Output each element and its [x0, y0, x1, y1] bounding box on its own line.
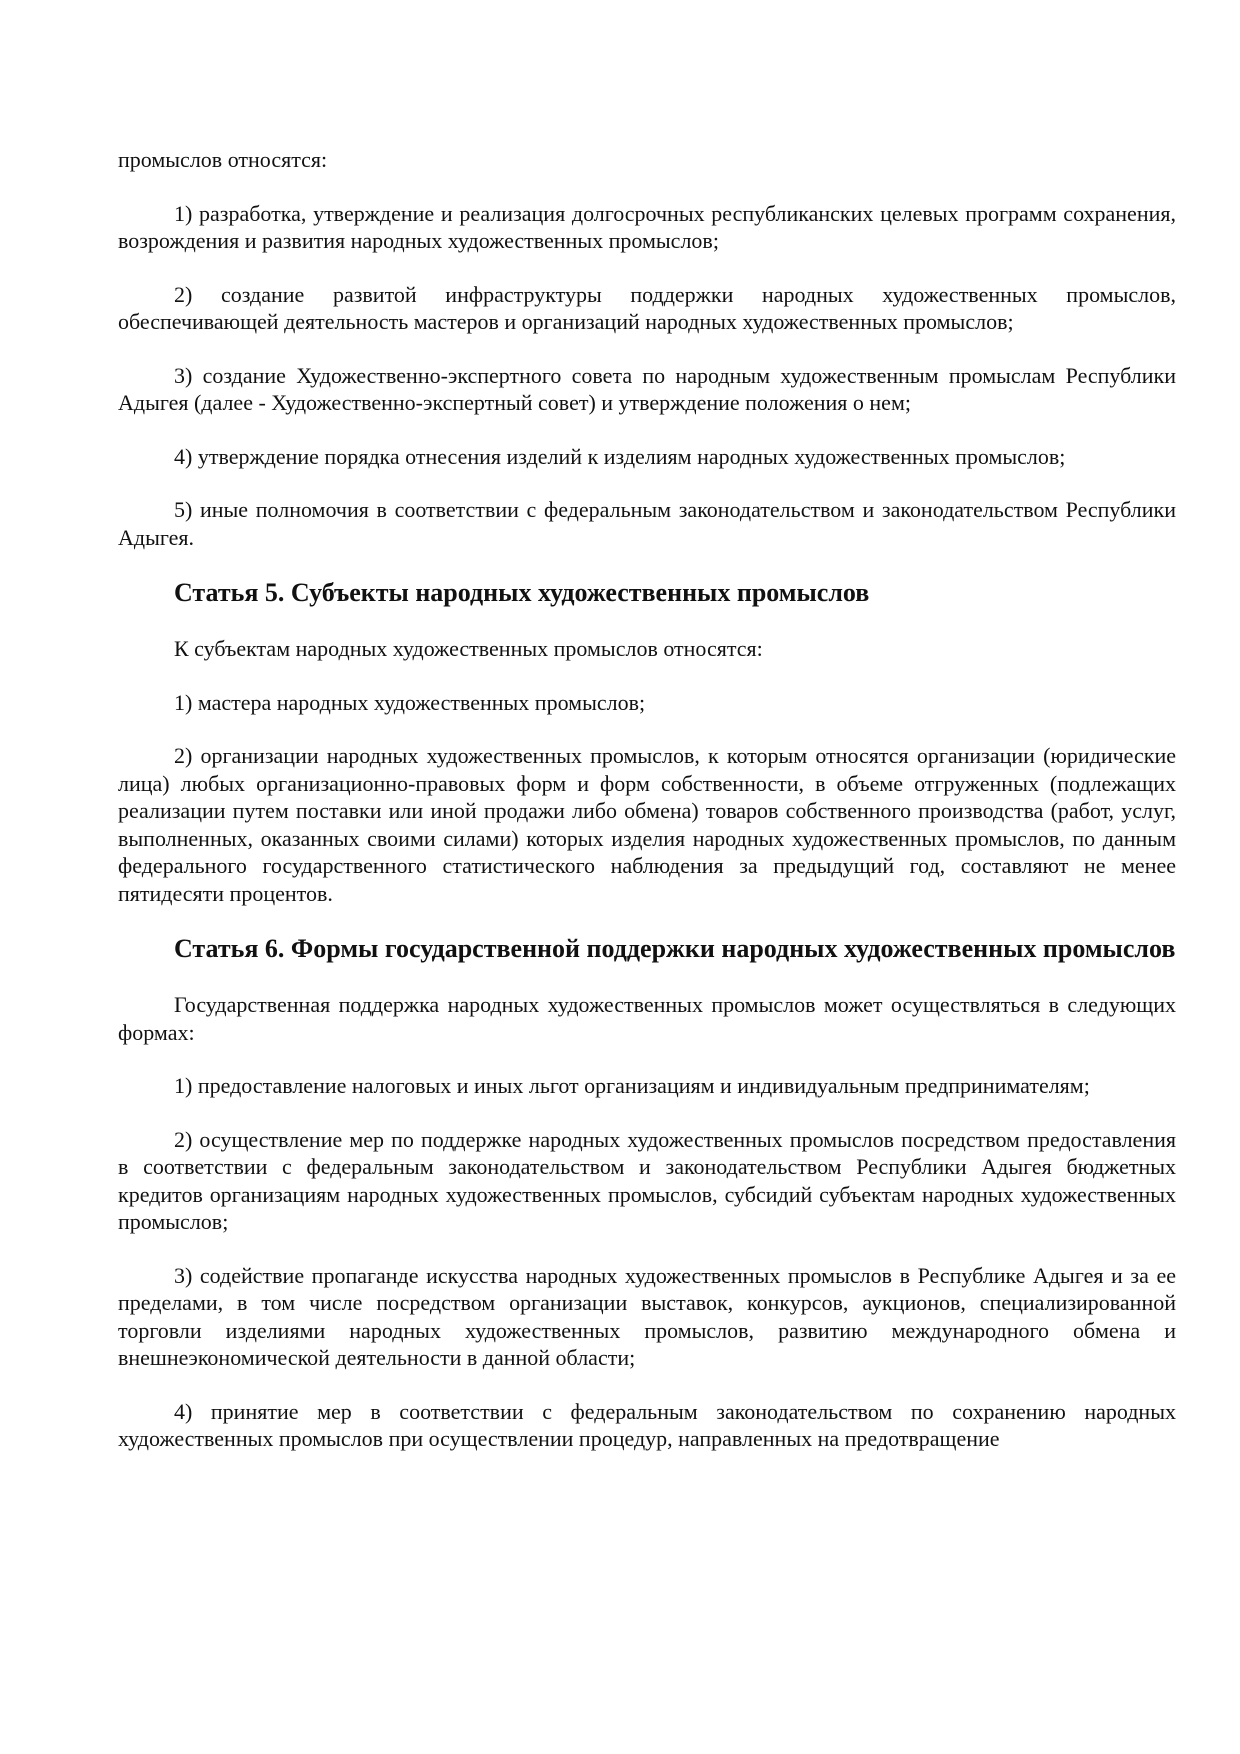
article-6-item-2: 2) осуществление мер по поддержке народных художественных промыслов посредством предоставления в соответствии с федеральным законодательством и законодательством Республики Адыгея бюджетных кредитов организациям народных художественных промыслов, субсидий субъектам народных художественных промыслов; [118, 1126, 1176, 1234]
article-6-heading: Статья 6. Формы государственной поддержки народных художественных промыслов [174, 934, 1176, 963]
article-6-intro: Государственная поддержка народных художественных промыслов может осуществляться в следующих формах: [118, 992, 1176, 1045]
paragraph-intro-continuation: промыслов относятся: [118, 147, 328, 172]
article-5-item-2: 2) организации народных художественных промыслов, к которым относятся организации (юридические лица) любых организационно-правовых форм и форм собственности, в объеме отгруженных (подлежащих реализации путем поставки или иной продажи либо обмена) товаров собственного производства (работ, услуг, выполненных, оказанных своими силами) которых изделия народных художественных промыслов, по данным федерального государственного статистического наблюдения за предыдущий год, составляют не менее пятидесяти процентов. [118, 743, 1176, 906]
article-6-item-1: 1) предоставление налоговых и иных льгот организациям и индивидуальным предпринимателям; [174, 1073, 1090, 1098]
paragraph-item-5: 5) иные полномочия в соответствии с федеральным законодательством и законодательством Республики Адыгея. [118, 497, 1176, 550]
article-6-item-3: 3) содействие пропаганде искусства народных художественных промыслов в Республике Адыгея и за ее пределами, в том числе посредством организации выставок, конкурсов, аукционов, специализированной торговли изделиями народных художественных промыслов, развитию международного обмена и внешнеэкономической деятельности в данной области; [118, 1262, 1176, 1370]
article-5-item-1: 1) мастера народных художественных промыслов; [174, 689, 646, 715]
paragraph-item-4: 4) утверждение порядка отнесения изделий к изделиям народных художественных промыслов; [174, 443, 1066, 469]
article-5-heading: Статья 5. Субъекты народных художественных промыслов [174, 578, 870, 607]
paragraph-item-1: 1) разработка, утверждение и реализация долгосрочных республиканских целевых программ сохранения, возрождения и развития народных художественных промыслов; [118, 200, 1176, 253]
paragraph-item-2: 2) создание развитой инфраструктуры поддержки народных художественных промыслов, обеспечивающей деятельность мастеров и организаций народных художественных промыслов; [118, 281, 1176, 334]
paragraph-item-3: 3) создание Художественно-экспертного совета по народным художественным промыслам Республики Адыгея (далее - Художественно-экспертный совет) и утверждение положения о нем; [118, 362, 1176, 415]
article-6-item-4: 4) принятие мер в соответствии с федеральным законодательством по сохранению народных художественных промыслов при осуществлении процедур, направленных на предотвращение [118, 1398, 1176, 1451]
article-5-intro: К субъектам народных художественных промыслов относятся: [174, 636, 763, 661]
document-page [118, 146, 1176, 1479]
